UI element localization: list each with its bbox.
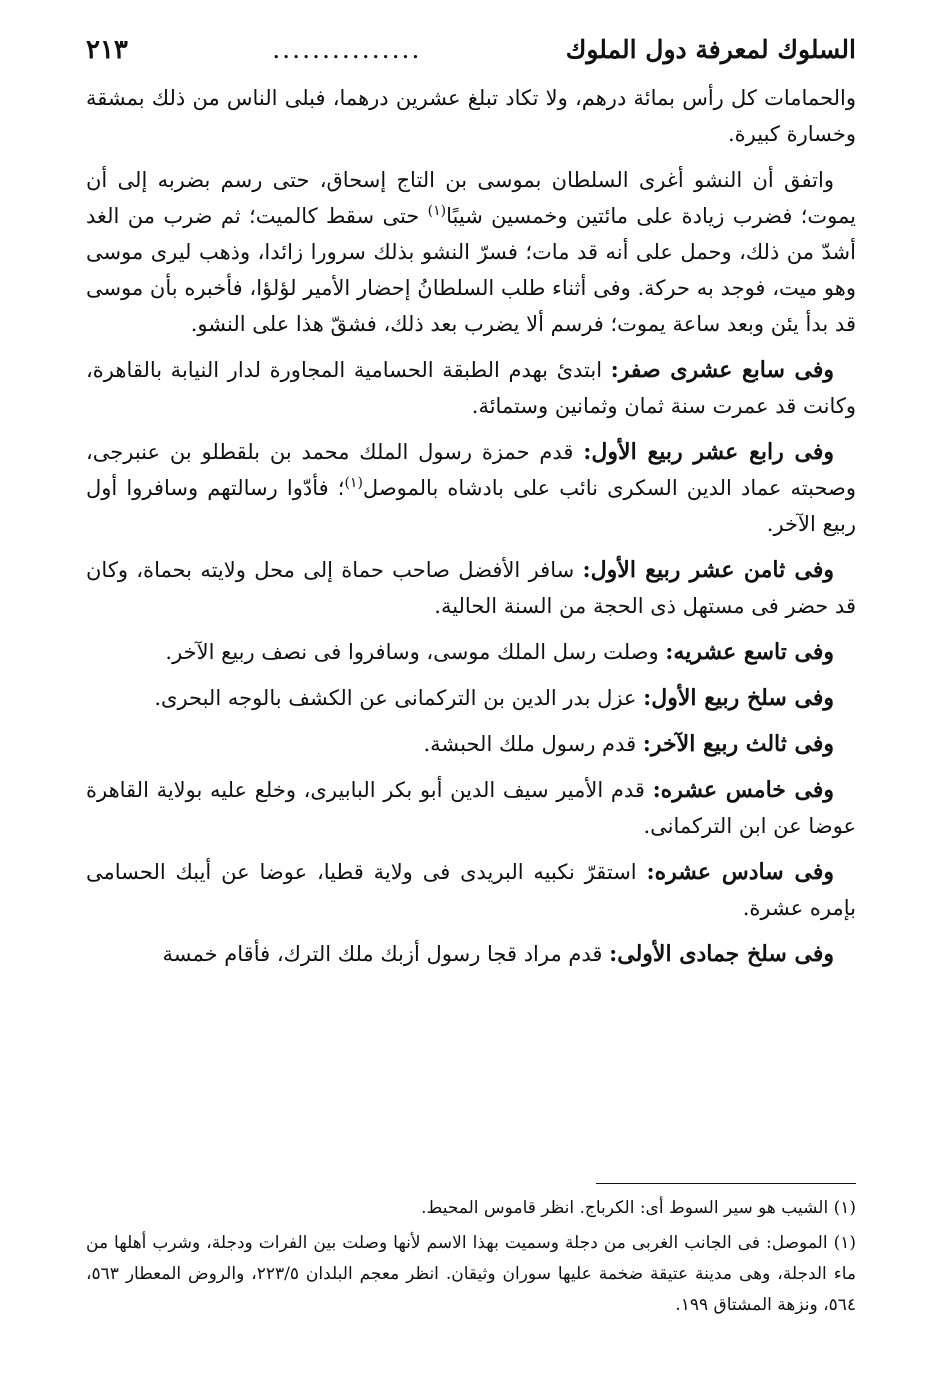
paragraph-text: عزل بدر الدين بن التركمانى عن الكشف بالوجه البحرى. [154, 686, 644, 710]
paragraph-text: واتفق أن النشو أغرى السلطان بموسى بن التاج إسحاق، حتى رسم بضربه إلى أن يموت؛ فضرب زيادة على مائتين وخمسين شيبًا [86, 168, 856, 228]
paragraph-text: والحمامات كل رأس بمائة درهم، ولا تكاد تبلغ عشرين درهما، فبلى الناس من ذلك بمشقة وخسارة كبيرة. [86, 86, 856, 146]
paragraph [86, 634, 856, 670]
header-leader-dots: ............... [272, 35, 422, 64]
date-lead: وفى سابع عشرى صفر: [610, 357, 834, 383]
paragraph [86, 936, 856, 972]
paragraph-text-continued: ؛ فأدّوا رسالتهم وسافروا أول ربيع الآخر. [86, 476, 856, 536]
footnotes [86, 1193, 856, 1325]
book-page [86, 28, 856, 1358]
page-number: ٢١٣ [86, 35, 128, 65]
date-lead: وفى سلخ جمادى الأولى: [609, 941, 834, 967]
paragraph [86, 80, 856, 152]
paragraph [86, 162, 856, 342]
paragraph [86, 772, 856, 844]
paragraph-text-continued: حتى سقط كالميت؛ ثم ضرب من الغد أشدّ من ذلك، وحمل على أنه قد مات؛ فسرّ النشو بذلك سرورا زائدا، وذهب ليرى موسى وهو ميت، فوجد به حركة. وفى أثناء طلب السلطانُ إحضار الأمير لؤلؤا، فأخبره بأن موسى قد بدأ يئن وبعد ساعة يموت؛ فرسم ألا يضرب بعد ذلك، فشقّ هذا على النشو. [86, 204, 856, 336]
paragraph-text: ابتدئ بهدم الطبقة الحسامية المجاورة لدار النيابة بالقاهرة، وكانت قد عمرت سنة ثمان وثمانين وستمائة. [86, 358, 856, 418]
main-text [86, 80, 856, 972]
paragraph-text: قدم مراد قجا رسول أزبك ملك الترك، فأقام خمسة [162, 942, 610, 966]
footnote-marker: (١) [427, 203, 447, 219]
date-lead: وفى ثالث ربيع الآخر: [642, 731, 834, 757]
paragraph-text: استقرّ نكبيه البريدى فى ولاية قطيا، عوضا عن أيبك الحسامى بإمره عشرة. [86, 860, 856, 920]
paragraph [86, 854, 856, 926]
paragraph-text: قدم حمزة رسول الملك محمد بن بلقطلو بن عنبرجى، وصحبته عماد الدين السكرى نائب على بادشاه بالموصل [86, 440, 857, 500]
paragraph [86, 552, 856, 624]
paragraph [86, 726, 856, 762]
date-lead: وفى سلخ ربيع الأول: [643, 685, 834, 711]
footnote: (١) الموصل: فى الجانب الغربى من دجلة وسميت بهذا الاسم لأنها وصلت بين الفرات ودجلة، وشرب أهلها من ماء الدجلة، وهى مدينة عتيقة ضخمة عليها سوران وثيقان. انظر معجم البلدان ٢٢٣/٥، والروض المعطار ٥٦٣، ٥٦٤، ونزهة المشتاق ١٩٩. [86, 1233, 856, 1315]
footnote-marker: (١) [344, 475, 363, 491]
paragraph-text: قدم الأمير سيف الدين أبو بكر البابيرى، وخلع عليه بولاية القاهرة عوضا عن ابن التركمانى. [86, 778, 856, 838]
paragraph-text: وصلت رسل الملك موسى، وسافروا فى نصف ربيع الآخر. [165, 640, 666, 664]
date-lead: وفى ثامن عشر ربيع الأول: [582, 557, 834, 583]
page-header [86, 28, 856, 72]
paragraph-text: سافر الأفضل صاحب حماة إلى محل ولايته بحماة، وكان قد حضر فى مستهل ذى الحجة من السنة الحالية. [86, 558, 856, 618]
paragraph [86, 434, 856, 542]
footnote: (١) الشيب هو سير السوط أى: الكرباج. انظر قاموس المحيط. [421, 1198, 856, 1218]
date-lead: وفى سادس عشره: [646, 859, 834, 885]
date-lead: وفى رابع عشر ربيع الأول: [583, 439, 834, 465]
paragraph [86, 680, 856, 716]
running-title: السلوك لمعرفة دول الملوك [565, 35, 856, 64]
paragraph-text: قدم رسول ملك الحبشة. [423, 732, 643, 756]
footnote-divider [596, 1183, 856, 1184]
paragraph [86, 352, 856, 424]
date-lead: وفى خامس عشره: [652, 777, 834, 803]
date-lead: وفى تاسع عشريه: [665, 639, 834, 665]
